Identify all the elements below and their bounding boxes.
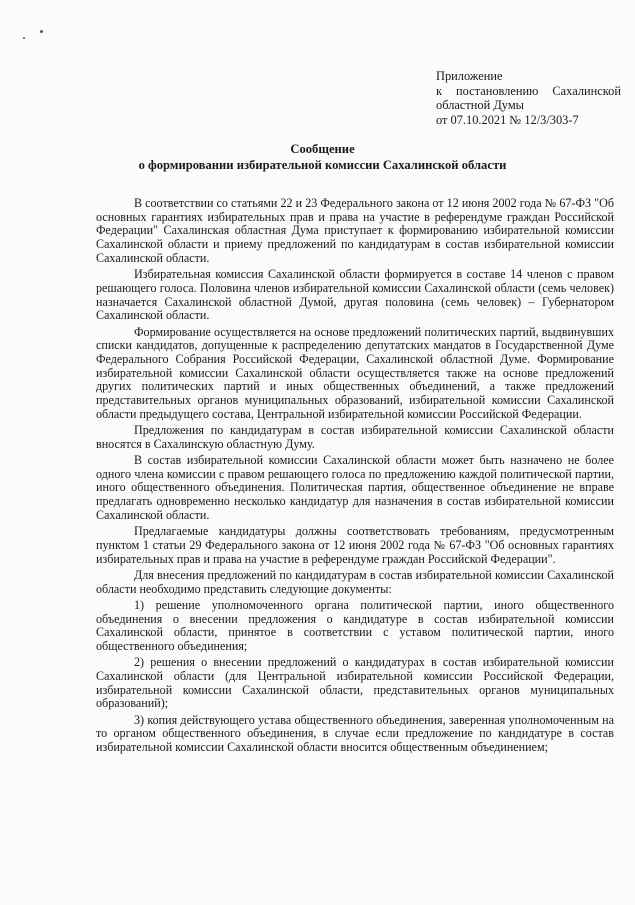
scan-speck bbox=[40, 30, 43, 33]
title-line-1: Сообщение bbox=[290, 142, 355, 156]
list-item: 3) копия действующего устава общественного объединения, заверенная уполномоченным на то органом общественного объединения, в случае если предложение по кандидатуре в состав избирательной комиссии Сахалинской области вносится общественным объединением; bbox=[96, 712, 614, 755]
paragraph: В состав избирательной комиссии Сахалинской области может быть назначено не более одного члена комиссии с правом решающего голоса по предложению каждой политической партии, иного общественного объединения. Политическая партия, общественное объединение не вправе предлагать одновременно несколько кандидатур для назначения в состав избирательной комиссии Сахалинской области. bbox=[96, 453, 614, 522]
document-body bbox=[96, 197, 614, 757]
paragraph: Формирование осуществляется на основе предложений политических партий, выдвинувших списки кандидатов, допущенные к распределению депутатских мандатов в Государственной Думе Федерального Собрания Российской Федерации, Сахалинской областной Думе. Формирование избирательной комиссии Сахалинской области осуществляется также на основе предложений других политических партий и иных общественных объединений, а также предложений представительных органов муниципальных образований, избирательной комиссии Сахалинской области предыдущего состава, Центральной избирательной комиссии Российской Федерации. bbox=[96, 324, 614, 421]
appendix-line-1: Приложение bbox=[436, 69, 503, 83]
appendix-line-4: от 07.10.2021 № 12/3/303-7 bbox=[436, 112, 579, 127]
appendix-block bbox=[436, 69, 621, 127]
document-title bbox=[100, 142, 545, 173]
appendix-word: Сахалинской bbox=[552, 83, 621, 98]
paragraph: Предложения по кандидатурам в состав избирательной комиссии Сахалинской области вносятся в Сахалинскую областную Думу. bbox=[96, 423, 614, 451]
paragraph: Избирательная комиссия Сахалинской области формируется в составе 14 членов с правом решающего голоса. Половина членов избирательной комиссии Сахалинской области (семь человек) назначается Сахалинской областной Думой, другая половина (семь человек) – Губернатором Сахалинской области. bbox=[96, 267, 614, 323]
title-line-2: о формировании избирательной комиссии Сахалинской области bbox=[138, 158, 507, 172]
appendix-line-2 bbox=[436, 84, 621, 99]
appendix-line-3: областной Думы bbox=[436, 98, 524, 113]
list-item: 2) решения о внесении предложений о кандидатурах в состав избирательной комиссии Сахалинской области (для Центральной избирательной комиссии Российской Федерации, избирательной комиссии Сахалинской области, представительных органов муниципальных образований); bbox=[96, 655, 614, 711]
paragraph: В соответствии со статьями 22 и 23 Федерального закона от 12 июня 2002 года № 67-ФЗ "Об основных гарантиях избирательных прав и права на участие в референдуме граждан Российской Федерации" Сахалинская областная Дума приступает к формированию избирательной комиссии Сахалинской области и приему предложений по кандидатурам в состав избирательной комиссии Сахалинской области. bbox=[96, 196, 614, 265]
list-item: 1) решение уполномоченного органа политической партии, иного общественного объединения о внесении предложения о кандидатуре в состав избирательной комиссии Сахалинской области, принятое в соответствии с уставом политической партии, иного общественного объединения; bbox=[96, 597, 614, 653]
paragraph: Предлагаемые кандидатуры должны соответствовать требованиям, предусмотренным пунктом 1 статьи 29 Федерального закона от 12 июня 2002 года № 67-ФЗ "Об основных гарантиях избирательных прав и права на участие в референдуме граждан Российской Федерации". bbox=[96, 524, 614, 566]
appendix-word: к bbox=[436, 83, 443, 98]
appendix-word: постановлению bbox=[456, 83, 539, 98]
scan-speck bbox=[23, 37, 25, 39]
paragraph: Для внесения предложений по кандидатурам в состав избирательной комиссии Сахалинской области необходимо представить следующие документы: bbox=[96, 567, 614, 596]
